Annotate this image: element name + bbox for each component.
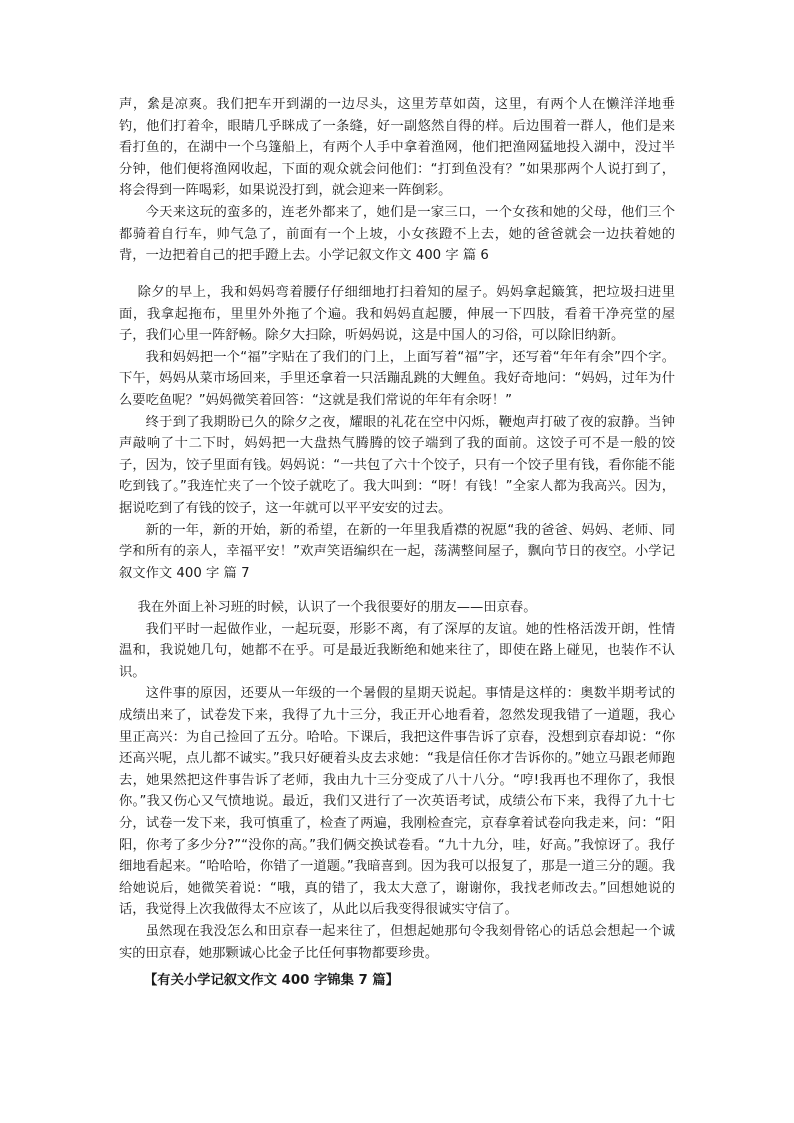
paragraph: 虽然现在我没怎么和田京春一起来往了，但想起她那句令我刻骨铭心的话总会想起一个诚实的田京春，她那颗诚心比金子比任何事物都要珍贵。 <box>119 923 675 961</box>
paragraph: 这件事的原因，还要从一年级的一个暑假的星期天说起。事情是这样的：奥数半期考试的成绩出来了，试卷发下来，我得了九十三分，我正开心地看着，忽然发现我错了一道题，我心里正高兴：为自己捡回了五分。哈哈。下课后，我把这件事告诉了京春，没想到京春却说：“你还高兴呢，点儿都不诚实。”我只好硬着头皮去求她：“我是信任你才告诉你的。”她立马跟老师跑去，她果然把这件事告诉了老师，我由九十三分变成了八十八分。“哼!我再也不理你了，我恨你。”我又伤心又气愤地说。最近，我们又进行了一次英语考试，成绩公布下来，我得了九十七分，试卷一发下来，我可慎重了，检查了两遍，我刚检查完，京春拿着试卷向我走来，问：“阳阳，你考了多少分?”“没你的高。”我们俩交换试卷看。“九十九分，哇，好高。”我惊讶了。我仔细地看起来。“哈哈哈，你错了一道题。”我暗喜到。因为我可以报复了，那是一道三分的题。我给她说后，她微笑着说：“哦，真的错了，我太大意了，谢谢你，我找老师改去。”回想她说的话，我觉得上次我做得太不应该了，从此以后我变得很诚实守信了。 <box>119 686 675 918</box>
paragraph: 终于到了我期盼已久的除夕之夜，耀眼的礼花在空中闪烁，鞭炮声打破了夜的寂静。当钟声敲响了十二下时，妈妈把一大盘热气腾腾的饺子端到了我的面前。这饺子可不是一般的饺子，因为，饺子里面有钱。妈妈说：“一共包了六十个饺子，只有一个饺子里有钱，看你能不能吃到钱了。”我连忙夹了一个饺子就吃了。我大叫到：“呀！有钱！”全家人都为我高兴。因为，据说吃到了有钱的饺子，这一年就可以平平安安的过去。 <box>119 414 675 516</box>
paragraph: 我在外面上补习班的时候，认识了一个我很要好的朋友——田京春。 <box>137 600 537 615</box>
paragraph: 我和妈妈把一个“福”字贴在了我们的门上，上面写着“福”字，还写着“年年有余”四个字。下午，妈妈从菜市场回来，手里还拿着一只活蹦乱跳的大鲤鱼。我好奇地问：“妈妈，过年为什么要吃鱼呢？”妈妈微笑着回答：“这就是我们常说的年年有余呀！” <box>119 349 675 408</box>
section-lake <box>119 94 675 267</box>
paragraph: 声，絫是凉爽。我们把车开到湖的一边尽头，这里芳草如茵，这里，有两个人在懒洋洋地垂钓，他们打着伞，眼睛几乎眯成了一条缝，好一副悠然自得的样。后边围着一群人，他们是来看打鱼的，在湖中一个乌篷船上，有两个人手中拿着渔网，他们把渔网猛地投入湖中，没过半分钟，他们便将渔网收起，下面的观众就会问他们：“打到鱼没有？”如果那两个人说打到了，将会得到一阵喝彩，如果说没打到，就会迎来一阵倒彩。 <box>119 97 675 199</box>
section-friend <box>119 597 675 964</box>
paragraph: 新的一年，新的开始，新的希望，在新的一年里我盾襟的祝愿“我的爸爸、妈妈、老师、同学和所有的亲人，幸福平安！”欢声笑语编织在一起，荡满整间屋子，飘向节日的夜空。小学记叙文作文 400 字 篇 7 <box>119 522 675 581</box>
paragraph: 今天来这玩的蛮多的，连老外都来了，她们是一家三口，一个女孩和她的父母，他们三个都骑着自行车，帅气急了，前面有一个上坡，小女孩蹬不上去，她的爸爸就会一边扶着她的背，一边把着自己的把手蹬上去。小学记叙文作文 400 字 篇 6 <box>119 204 675 264</box>
footer-title: 【有关小学记叙文作文 400 字锦集 7 篇】 <box>144 973 399 988</box>
paragraph: 除夕的早上，我和妈妈弯着腰仔仔细细地打扫着知的屋子。妈妈拿起簸箕，把垃圾扫进里面，我拿起拖布，里里外外拖了个遍。我和妈妈直起腰，伸展一下四肢，看着干净亮堂的屋子，我们心里一阵舒畅。除夕大扫除，听妈妈说，这是中国人的习俗，可以除旧纳新。 <box>119 285 675 344</box>
section-new-year-eve <box>119 282 675 584</box>
paragraph: 我们平时一起做作业，一起玩耍，形影不离，有了深厚的友谊。她的性格活泼开朗，性情温和，我说她几句，她都不在乎。可是最近我断绝和她来往了，即使在路上碰见，也装作不认识。 <box>119 621 675 680</box>
